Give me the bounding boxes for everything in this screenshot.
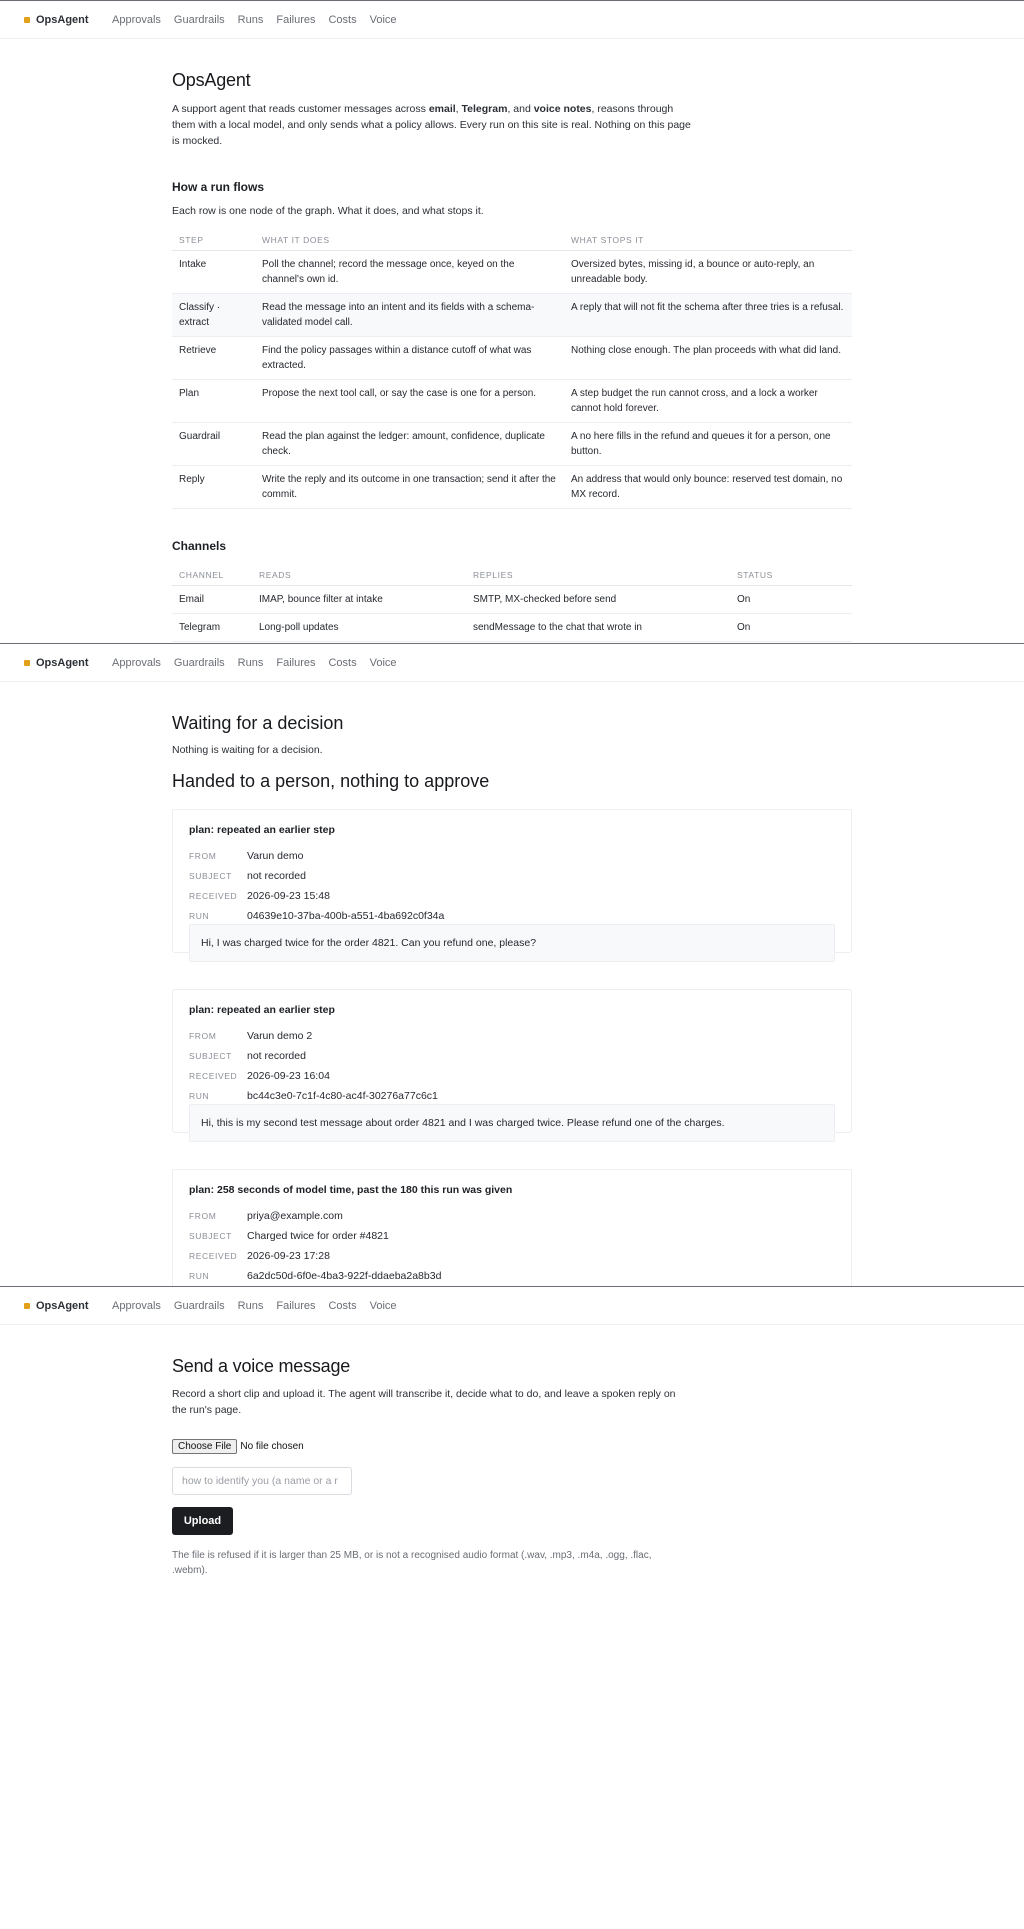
message-quote: [189, 1104, 835, 1142]
table-row: [172, 586, 852, 614]
table-row: [172, 337, 852, 380]
brand[interactable]: [24, 644, 89, 681]
stops-cell: An address that would only bounce: reserved test domain, no MX record.: [564, 466, 852, 509]
nav-link-voice[interactable]: Voice: [369, 13, 397, 26]
voice-panel: [0, 1286, 1024, 1929]
channels-table-header: [172, 565, 852, 586]
voice-intro: Record a short clip and upload it. The agent will transcribe it, decide what to do, and leave a spoken reply on the run's page.: [172, 1388, 676, 1416]
meta-subject: [189, 870, 306, 882]
step-cell: Retrieve: [172, 337, 255, 380]
column-header: REPLIES: [466, 565, 730, 586]
step-cell: Reply: [172, 466, 255, 509]
nav-link-runs[interactable]: Runs: [237, 13, 264, 26]
stops-cell: A no here fills in the refund and queues it for a person, one button.: [564, 423, 852, 466]
brand-logo-icon: [24, 17, 30, 23]
does-cell: Propose the next tool call, or say the case is one for a person.: [255, 380, 564, 423]
nav-link-approvals[interactable]: Approvals: [112, 656, 161, 669]
voice-title: Send a voice message: [172, 1356, 351, 1376]
meta-label: FROM: [189, 1211, 217, 1221]
meta-received: [189, 890, 330, 902]
stops-cell: A reply that will not fit the schema after three tries is a refusal.: [564, 294, 852, 337]
status-cell: On: [730, 614, 852, 642]
brand-name: OpsAgent: [36, 656, 89, 669]
nav-link-guardrails[interactable]: Guardrails: [173, 1299, 225, 1312]
waiting-title: Waiting for a decision: [172, 713, 344, 733]
reads-cell: Long-poll updates: [252, 614, 466, 642]
column-header: CHANNEL: [172, 565, 252, 586]
channels-heading: Channels: [172, 539, 227, 553]
flow-table: [172, 230, 852, 509]
table-row: [172, 294, 852, 337]
channel-cell: Telegram: [172, 614, 252, 642]
does-cell: Find the policy passages within a distance cutoff of what was extracted.: [255, 337, 564, 380]
meta-value: priya@example.com: [247, 1210, 343, 1222]
nav-links: [112, 1287, 410, 1324]
top-nav: [0, 1287, 1024, 1325]
meta-value: 2026-09-23 16:04: [247, 1070, 330, 1082]
meta-received: [189, 1250, 330, 1262]
nav-link-failures[interactable]: Failures: [276, 656, 316, 669]
meta-subject: [189, 1230, 389, 1242]
intro-email: email: [428, 103, 456, 115]
does-cell: Read the plan against the ledger: amount, confidence, duplicate check.: [255, 423, 564, 466]
step-cell: Plan: [172, 380, 255, 423]
meta-run: [189, 1090, 438, 1102]
meta-label: RECEIVED: [189, 1071, 238, 1081]
reads-cell: IMAP, bounce filter at intake: [252, 586, 466, 614]
table-row: [172, 251, 852, 294]
replies-cell: SMTP, MX-checked before send: [466, 586, 730, 614]
meta-value: Varun demo 2: [247, 1030, 313, 1042]
meta-received: [189, 1070, 330, 1082]
step-cell: Guardrail: [172, 423, 255, 466]
run-id-link[interactable]: bc44c3e0-7c1f-4c80-ac4f-30276a77c6c1: [247, 1090, 438, 1102]
choose-file-button[interactable]: Choose File: [172, 1439, 237, 1454]
does-cell: Read the message into an intent and its fields with a schema-validated model call.: [255, 294, 564, 337]
meta-from: [189, 1210, 343, 1222]
stops-cell: Nothing close enough. The plan proceeds with what did land.: [564, 337, 852, 380]
meta-label: RUN: [189, 1271, 210, 1281]
status-cell: On: [730, 586, 852, 614]
brand-logo-icon: [24, 1303, 30, 1309]
nav-link-approvals[interactable]: Approvals: [112, 1299, 161, 1312]
nav-link-runs[interactable]: Runs: [237, 656, 264, 669]
meta-run: [189, 1270, 441, 1282]
message-text: Hi, this is my second test message about order 4821 and I was charged twice. Please refund one of the charges.: [201, 1117, 725, 1129]
stops-cell: A step budget the run cannot cross, and a lock a worker cannot hold forever.: [564, 380, 852, 423]
file-status: No file chosen: [240, 1441, 304, 1452]
intro-voice: voice notes: [533, 103, 592, 115]
nav-link-guardrails[interactable]: Guardrails: [173, 13, 225, 26]
flow-table-header: [172, 230, 852, 251]
nav-link-voice[interactable]: Voice: [369, 1299, 397, 1312]
intro-part: ,: [455, 103, 462, 115]
table-row: [172, 380, 852, 423]
meta-label: RECEIVED: [189, 1251, 238, 1261]
channel-cell: Email: [172, 586, 252, 614]
brand-name: OpsAgent: [36, 1299, 89, 1312]
meta-value: Charged twice for order #4821: [247, 1230, 389, 1242]
meta-label: RUN: [189, 911, 210, 921]
table-row: [172, 466, 852, 509]
meta-label: SUBJECT: [189, 1051, 232, 1061]
message-quote: [189, 924, 835, 962]
meta-value: not recorded: [247, 1050, 306, 1062]
column-header: WHAT IT DOES: [255, 230, 564, 251]
meta-label: FROM: [189, 851, 217, 861]
intro-part: A support agent that reads customer messages across: [172, 103, 429, 115]
table-row: [172, 614, 852, 642]
column-header: WHAT STOPS IT: [564, 230, 852, 251]
step-cell: Intake: [172, 251, 255, 294]
step-cell: Classify · extract: [172, 294, 255, 337]
nav-link-failures[interactable]: Failures: [276, 13, 316, 26]
meta-from: [189, 1030, 312, 1042]
nav-link-costs[interactable]: Costs: [328, 13, 357, 26]
meta-label: RUN: [189, 1091, 210, 1101]
identity-input[interactable]: [172, 1467, 352, 1495]
home-content: [172, 70, 852, 642]
table-row: [172, 423, 852, 466]
home-panel: [0, 0, 1024, 643]
nav-links: [112, 1, 410, 38]
brand[interactable]: [24, 1, 89, 38]
flow-subtitle: Each row is one node of the graph. What it does, and what stops it.: [172, 205, 484, 217]
run-id-link[interactable]: 04639e10-37ba-400b-a551-4ba692c0f34a: [247, 910, 445, 922]
nav-links: [112, 644, 410, 681]
upload-button[interactable]: Upload: [172, 1507, 233, 1535]
column-header: READS: [252, 565, 466, 586]
card-title: plan: repeated an earlier step: [189, 1004, 335, 1016]
handoff-card[interactable]: [172, 809, 852, 953]
intro-part: , reasons through them with a local model, and only sends what a policy allows. Every run on this site is real. Nothing on this page is mocked.: [172, 103, 691, 147]
meta-run: [189, 910, 444, 922]
waiting-empty-text: Nothing is waiting for a decision.: [172, 744, 323, 756]
does-cell: Write the reply and its outcome in one transaction; send it after the commit.: [255, 466, 564, 509]
meta-label: FROM: [189, 1031, 217, 1041]
top-nav: [0, 644, 1024, 682]
handed-title: Handed to a person, nothing to approve: [172, 771, 490, 791]
brand-name: OpsAgent: [36, 13, 89, 26]
nav-link-failures[interactable]: Failures: [276, 1299, 316, 1312]
flow-heading: How a run flows: [172, 180, 265, 194]
nav-link-runs[interactable]: Runs: [237, 1299, 264, 1312]
meta-value: not recorded: [247, 870, 306, 882]
replies-cell: sendMessage to the chat that wrote in: [466, 614, 730, 642]
stops-cell: Oversized bytes, missing id, a bounce or auto-reply, an unreadable body.: [564, 251, 852, 294]
approvals-panel: [0, 643, 1024, 1286]
nav-link-voice[interactable]: Voice: [369, 656, 397, 669]
meta-subject: [189, 1050, 306, 1062]
does-cell: Poll the channel; record the message once, keyed on the channel's own id.: [255, 251, 564, 294]
nav-link-costs[interactable]: Costs: [328, 656, 357, 669]
top-nav: [0, 1, 1024, 39]
page-title: OpsAgent: [172, 70, 251, 90]
handoff-card[interactable]: [172, 1169, 852, 1286]
meta-from: [189, 850, 303, 862]
intro-part: , and: [507, 103, 534, 115]
brand-logo-icon: [24, 660, 30, 666]
meta-value: 2026-09-23 17:28: [247, 1250, 330, 1262]
run-id-link[interactable]: 6a2dc50d-6f0e-4ba3-922f-ddaeba2a8b3d: [247, 1270, 442, 1282]
nav-link-guardrails[interactable]: Guardrails: [173, 656, 225, 669]
card-title: plan: 258 seconds of model time, past the 180 this run was given: [189, 1184, 513, 1196]
intro-telegram: Telegram: [461, 103, 508, 115]
handoff-card[interactable]: [172, 989, 852, 1133]
column-header: STEP: [172, 230, 255, 251]
channels-table: [172, 565, 852, 642]
intro-text: [172, 101, 692, 149]
meta-label: SUBJECT: [189, 1231, 232, 1241]
nav-link-costs[interactable]: Costs: [328, 1299, 357, 1312]
upload-note: The file is refused if it is larger than 25 MB, or is not a recognised audio format (.wav, .mp3, .m4a, .ogg, .flac, .webm).: [172, 1550, 652, 1576]
meta-label: RECEIVED: [189, 891, 238, 901]
file-picker: [172, 1439, 304, 1454]
meta-value: 2026-09-23 15:48: [247, 890, 330, 902]
card-title: plan: repeated an earlier step: [189, 824, 335, 836]
message-text: Hi, I was charged twice for the order 4821. Can you refund one, please?: [201, 937, 537, 949]
nav-link-approvals[interactable]: Approvals: [112, 13, 161, 26]
column-header: STATUS: [730, 565, 852, 586]
meta-value: Varun demo: [247, 850, 304, 862]
brand[interactable]: [24, 1287, 89, 1324]
meta-label: SUBJECT: [189, 871, 232, 881]
